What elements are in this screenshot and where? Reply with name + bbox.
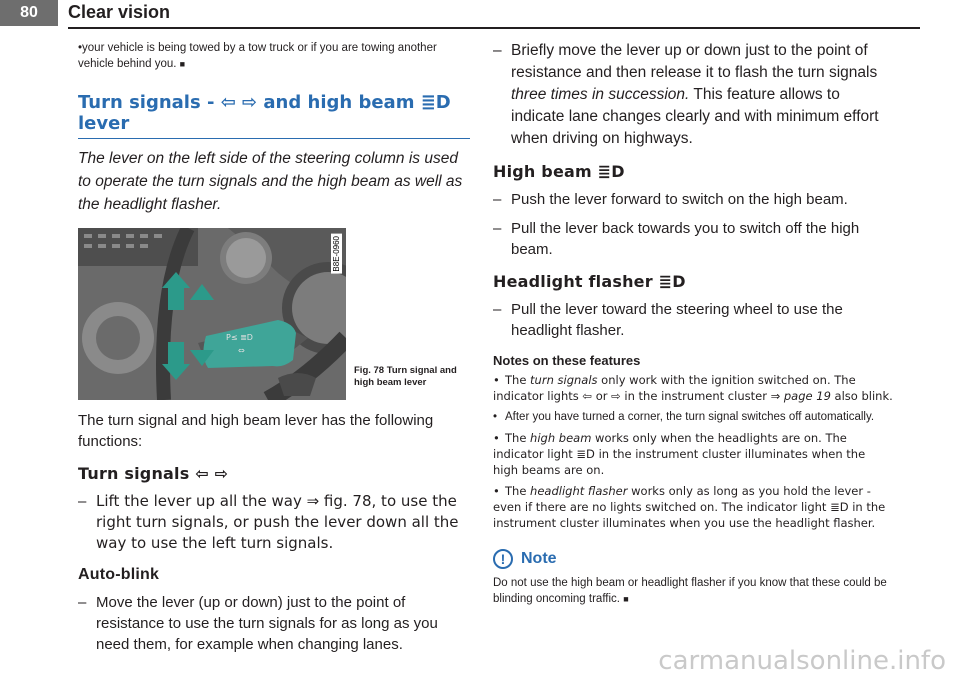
note4-em: headlight flasher	[530, 484, 628, 498]
left-column	[78, 40, 470, 655]
briefly-item: – Briefly move the lever up or down just to the point of resistance and then release it to flash the turn signals three times in succession. This feature allows to indicate lane changes clearly and with minimum effort when driving on highways.	[493, 42, 879, 147]
flasher-item: – Pull the lever toward the steering wheel to use the headlight flasher.	[493, 301, 843, 339]
auto-blink-text: Move the lever (up or down) just to the point of resistance to use the turn signals for as long as you need them, for example when changing lanes.	[96, 594, 438, 653]
end-mark: ■	[179, 59, 186, 69]
auto-blink-heading: Auto-blink	[78, 566, 160, 583]
exclamation-icon: !	[493, 549, 513, 569]
chapter-title: Clear vision	[68, 2, 171, 22]
briefly-text-post: This feature allows to indicate lane changes clearly and with minimum effort when driving on highways.	[511, 86, 879, 147]
high-beam-item-2: – Pull the lever back towards you to switch off the high beam.	[493, 220, 860, 258]
note4-post: works only as long as you hold the lever - even if there are no lights switched on. The indicator light ≣D in the instrument cluster illuminates when you use the headlight flasher.	[493, 484, 886, 530]
turn-signals-text: Lift the lever up all the way ⇒ fig. 78, to use the right turn signals, or push the lever down all the way to use the left turn signals.	[96, 492, 459, 552]
note-turn-signals: • The turn signals only work with the ignition switched on. The indicator lights ⇦ or ⇨ in the instrument cluster ⇒ page 19 also blink.	[493, 373, 893, 403]
flasher-heading: Headlight flasher ≣D	[493, 272, 686, 291]
lever-illustration	[78, 228, 346, 400]
note1-post: also blink.	[830, 389, 893, 403]
svg-text:P≤ ≣D: P≤ ≣D	[226, 333, 253, 342]
towing-bullet: •your vehicle is being towed by a tow truck or if you are towing another vehicle behind you. ■	[78, 42, 437, 70]
watermark: carmanualsonline.info	[658, 646, 946, 676]
note3-pre: The	[505, 431, 531, 445]
note1-em: turn signals	[530, 373, 598, 387]
note-text: Do not use the high beam or headlight flasher if you know that these could be blinding oncoming traffic.	[493, 577, 887, 605]
notes-heading: Notes on these features	[493, 353, 641, 368]
note4-pre: The	[505, 484, 531, 498]
page-reference-link[interactable]: page 19	[783, 389, 831, 403]
end-mark: ■	[623, 594, 629, 604]
auto-blink-item: – Move the lever (up or down) just to the point of resistance to use the turn signals for as long as you need them, for example when changing lanes.	[78, 594, 438, 653]
note3-post: works only when the headlights are on. The indicator light ≣D in the instrument cluster illuminates when the high beams are on.	[493, 431, 866, 477]
section-intro: The lever on the left side of the steering column is used to operate the turn signals and the high beam as well as the headlight flasher.	[78, 150, 463, 213]
high-beam-item-1: – Push the lever forward to switch on the high beam.	[493, 191, 848, 208]
figure-label: Fig. 78	[354, 365, 385, 376]
page-header	[0, 0, 960, 26]
note-auto-off: • After you have turned a corner, the turn signal switches off automatically.	[493, 411, 875, 423]
page-number: 80	[0, 0, 58, 26]
note-box-header	[493, 549, 893, 569]
briefly-text-em: three times in succession.	[511, 86, 690, 103]
lever-figure	[78, 228, 346, 400]
figure-block	[78, 228, 470, 400]
towing-bullet-text: your vehicle is being towed by a tow truck or if you are towing another vehicle behind you.	[78, 42, 437, 70]
briefly-text-pre: Briefly move the lever up or down just to the point of resistance and then release it to flash the turn signals	[511, 42, 878, 81]
flasher-text: Pull the lever toward the steering wheel to use the headlight flasher.	[511, 301, 843, 339]
right-column	[493, 40, 893, 607]
note-flasher: • The headlight flasher works only as long as you hold the lever - even if there are no lights switched on. The indicator light ≣D in the instrument cluster illuminates when you use the headlight flasher.	[493, 484, 886, 530]
figure-caption-text: Turn signal and high beam lever	[354, 365, 457, 388]
section-heading: Turn signals - ⇦ ⇨ and high beam ≣D lever	[78, 92, 451, 134]
high-beam-text-2: Pull the lever back towards you to switch off the high beam.	[511, 220, 860, 258]
high-beam-text-1: Push the lever forward to switch on the high beam.	[511, 191, 848, 208]
note3-em: high beam	[530, 431, 592, 445]
turn-signals-heading: Turn signals ⇦ ⇨	[78, 464, 229, 483]
note2-text: After you have turned a corner, the turn signal switches off automatically.	[505, 411, 875, 423]
header-rule	[68, 27, 920, 29]
svg-text:⇔: ⇔	[238, 346, 245, 355]
note1-mid: only work with the ignition switched on. The indicator lights ⇦ or ⇨ in the instrument cluster ⇒	[493, 373, 856, 403]
note1-pre: The	[505, 373, 531, 387]
note-title: Note	[521, 550, 557, 567]
figure-code: B8E-0960	[332, 236, 341, 272]
turn-signals-item: – Lift the lever up all the way ⇒ fig. 78, to use the right turn signals, or push the lever down all the way to use the left turn signals.	[78, 492, 459, 552]
note-box-text	[493, 575, 893, 607]
figure-caption	[354, 365, 470, 389]
note-high-beam: • The high beam works only when the headlights are on. The indicator light ≣D in the instrument cluster illuminates when the high beams are on.	[493, 431, 866, 477]
functions-intro: The turn signal and high beam lever has the following functions:	[78, 412, 434, 450]
high-beam-heading: High beam ≣D	[493, 162, 625, 181]
